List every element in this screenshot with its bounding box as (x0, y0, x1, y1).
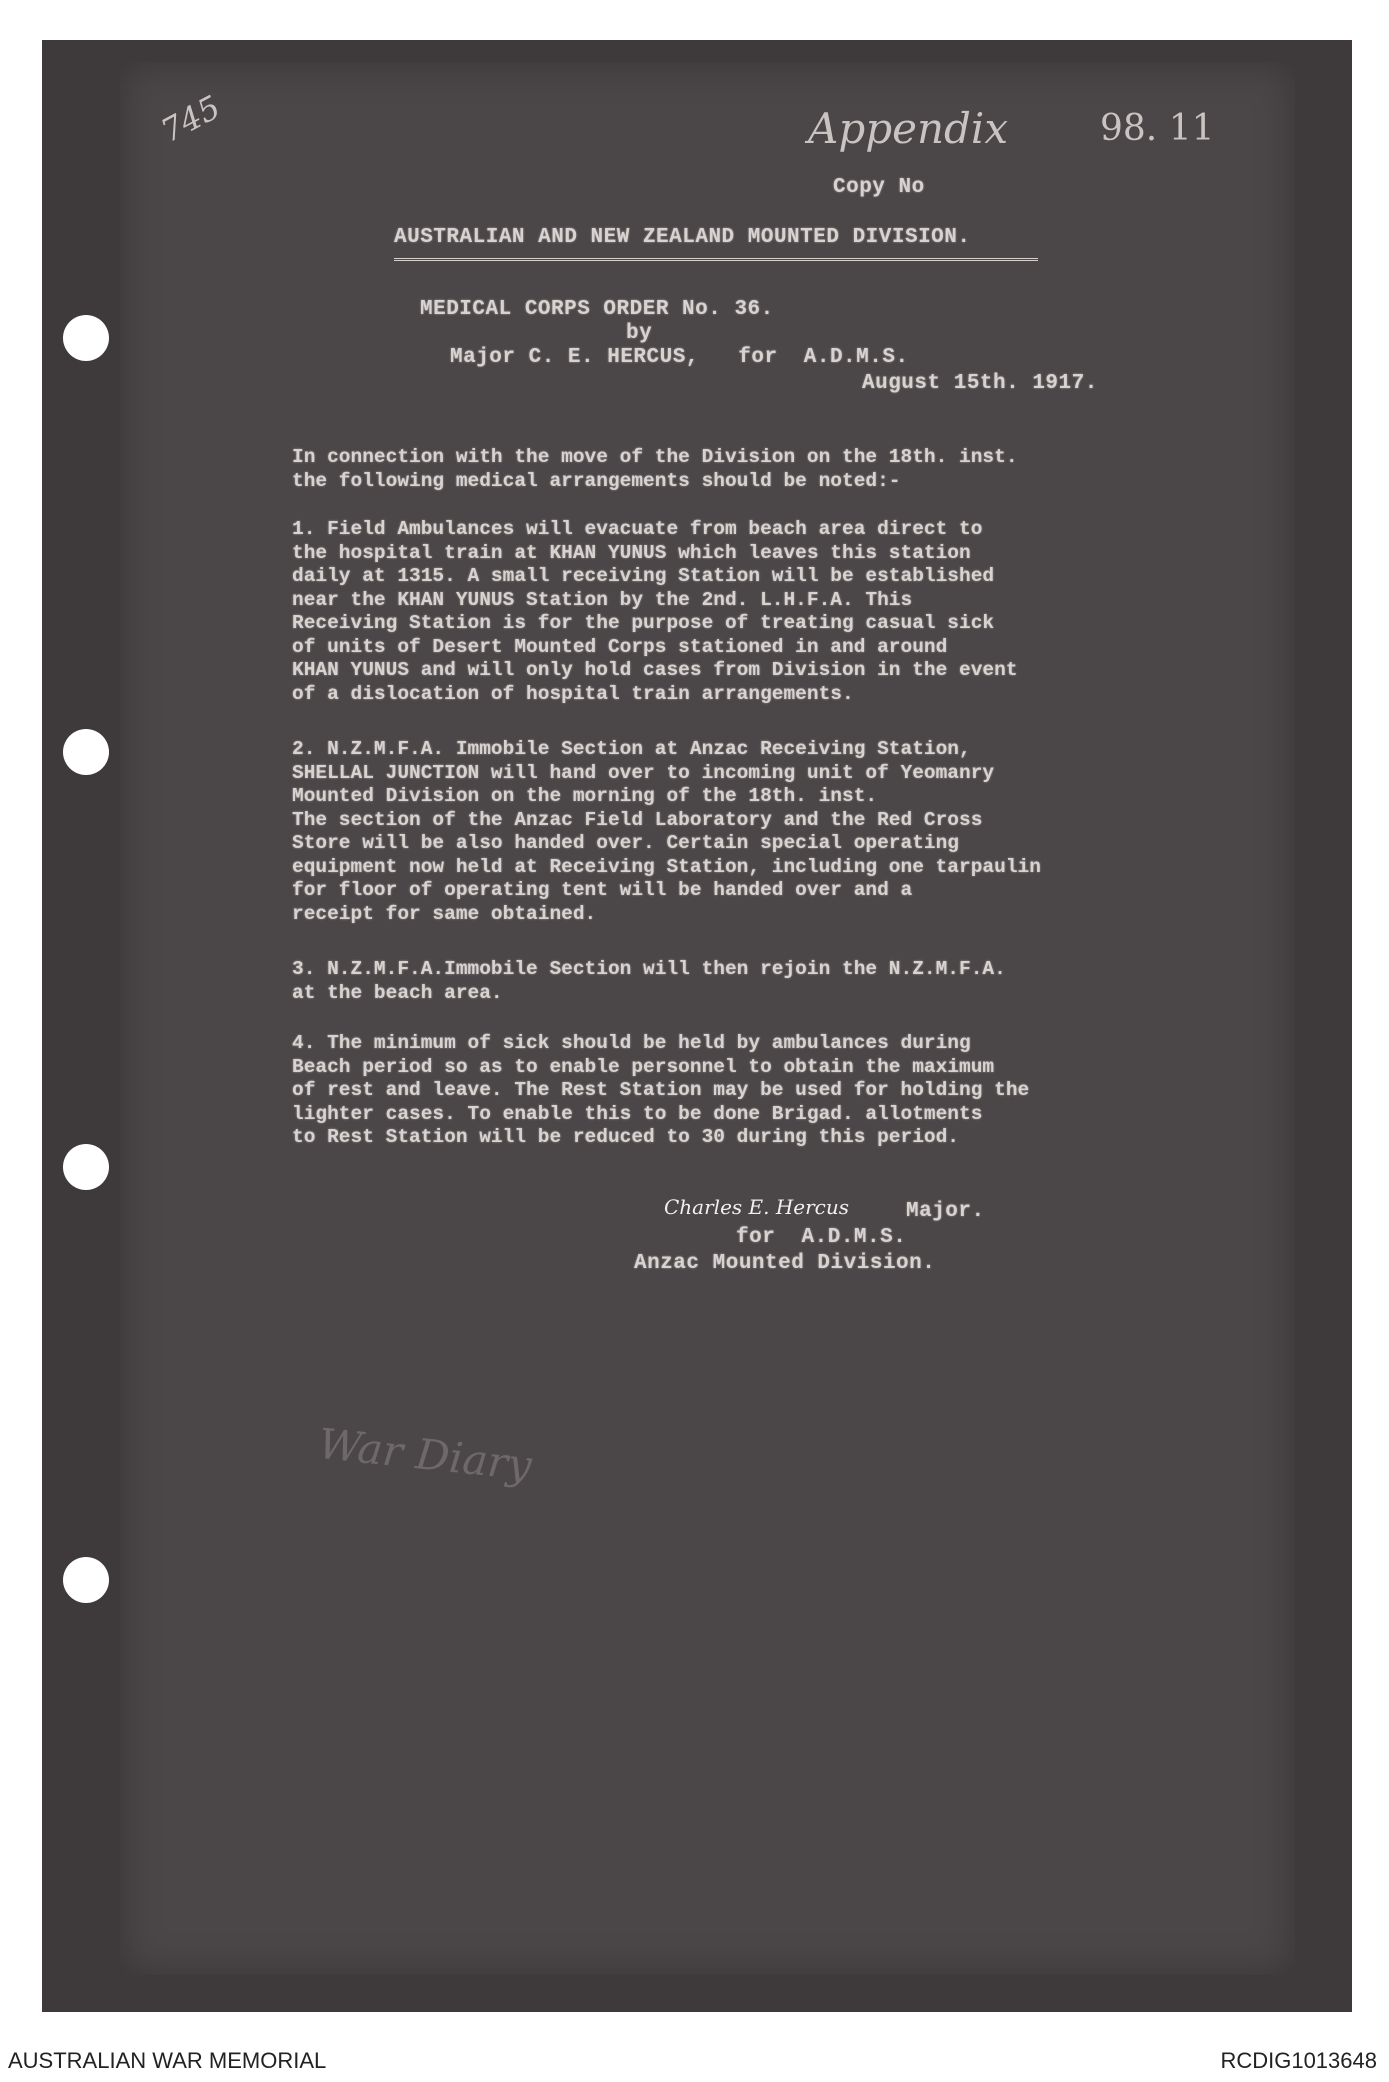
appendix-reference: 98. 11 (1100, 108, 1215, 149)
intro-paragraph: In connection with the move of the Division on the 18th. inst. the following medical arrangements should be noted:- (292, 446, 1018, 492)
appendix-label: Appendix (808, 104, 1009, 153)
punch-hole (63, 1557, 109, 1603)
order-by: by (626, 322, 653, 345)
paragraph-1: 1. Field Ambulances will evacuate from beach area direct to the hospital train at KHAN YUNUS which leaves this station daily at 1315. A small receiving Station will be established near the KHAN YUNUS Station by the 2nd. L.H.F.A. This Receiving Station is for the purpose of treating casual sick of units of Desert Mounted Corps stationed in and around KHAN YUNUS and will only hold cases from Division in the event of a dislocation of hospital train arrangements. (292, 518, 1018, 705)
signatory-for: for A.D.M.S. (736, 1226, 907, 1249)
order-title: MEDICAL CORPS ORDER No. 36. (420, 298, 774, 321)
archive-credit: AUSTRALIAN WAR MEMORIAL (8, 2048, 327, 2073)
punch-hole (63, 315, 109, 361)
punch-hole (63, 1144, 109, 1190)
paragraph-3: 3. N.Z.M.F.A.Immobile Section will then rejoin the N.Z.M.F.A. at the beach area. (292, 958, 1006, 1004)
heading-underline (394, 258, 1038, 261)
paragraph-2: 2. N.Z.M.F.A. Immobile Section at Anzac Receiving Station, SHELLAL JUNCTION will hand over to incoming unit of Yeomanry Mounted Division on the morning of the 18th. inst. The section of the Anzac Field Laboratory and the Red Cross Store will be also handed over. Certain special operating equipment now held at Receiving Station, including one tarpaulin for floor of operating tent will be handed over and a receipt for same obtained. (292, 738, 1041, 925)
war-diary-annotation: War Diary (316, 1418, 534, 1491)
signatory-rank: Major. (906, 1200, 985, 1223)
paragraph-4: 4. The minimum of sick should be held by ambulances during Beach period so as to enable personnel to obtain the maximum of rest and leave. The Rest Station may be used for holding the lighter cases. To enable this to be done Brigad. allotments to Rest Station will be reduced to 30 during this period. (292, 1032, 1030, 1148)
punch-hole (63, 729, 109, 775)
folio-number: 745 (154, 87, 227, 151)
signatory-division: Anzac Mounted Division. (634, 1252, 936, 1275)
copy-number: Copy No (833, 176, 925, 199)
order-author: Major C. E. HERCUS, for A.D.M.S. (450, 346, 909, 369)
signature: Charles E. Hercus (664, 1195, 850, 1219)
division-heading: AUSTRALIAN AND NEW ZEALAND MOUNTED DIVISION. (394, 226, 971, 249)
archive-reference: RCDIG1013648 (1220, 2048, 1377, 2073)
order-date: August 15th. 1917. (862, 372, 1098, 395)
